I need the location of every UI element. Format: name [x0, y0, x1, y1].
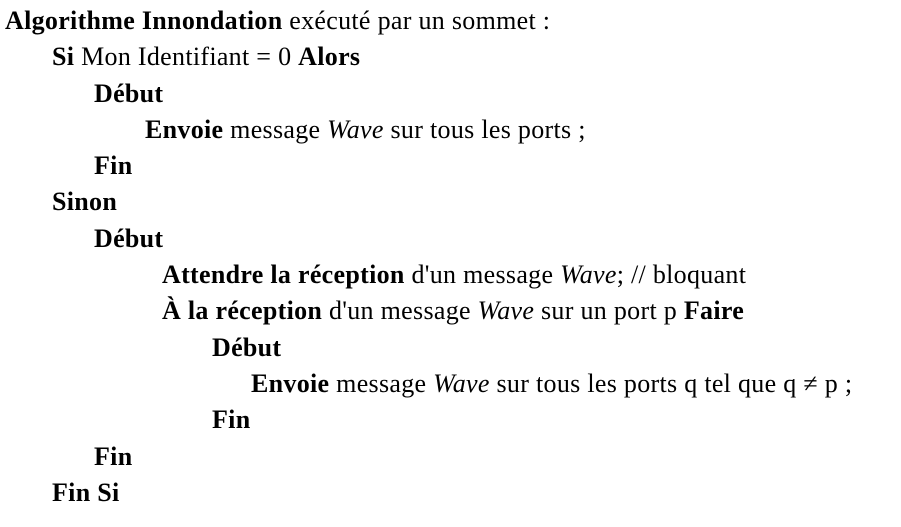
keyword: Si: [52, 42, 75, 72]
keyword: Fin: [94, 441, 133, 471]
line-debut-3: [0, 330, 901, 366]
message-name: Wave: [477, 296, 535, 326]
line-fin-3: [0, 439, 901, 475]
keyword: Attendre la réception: [162, 260, 405, 290]
text: sur tous les ports ;: [383, 114, 586, 144]
keyword: Début: [94, 78, 164, 108]
comment-text: ; // bloquant: [616, 260, 747, 290]
keyword: Faire: [683, 296, 745, 326]
text: message: [329, 368, 434, 398]
message-name: Wave: [327, 114, 384, 144]
line-debut-1: [0, 76, 901, 112]
text: d'un message: [404, 260, 561, 290]
keyword: Début: [94, 223, 164, 253]
keyword: Algorithme Innondation: [5, 6, 283, 35]
keyword: Fin: [212, 405, 251, 435]
line-attendre-reception: [0, 257, 901, 293]
line-si-condition: [0, 39, 901, 75]
text: message: [223, 114, 328, 144]
text: Mon Identifiant = 0: [74, 42, 299, 72]
line-fin-2: [0, 402, 901, 438]
keyword: Sinon: [52, 187, 118, 217]
keyword: Fin Si: [52, 477, 120, 507]
line-algorithm-header: [0, 3, 901, 39]
line-a-la-reception: [0, 293, 901, 329]
keyword: Fin: [94, 151, 133, 181]
keyword: Alors: [298, 42, 361, 72]
keyword: Début: [212, 332, 282, 362]
text: sur tous les ports q tel que q ≠ p ;: [489, 368, 853, 398]
keyword: Envoie: [251, 368, 330, 398]
keyword: Envoie: [145, 114, 224, 144]
line-envoie-2: [0, 366, 901, 402]
line-fin-1: [0, 148, 901, 184]
text: sur un port p: [534, 296, 684, 326]
message-name: Wave: [433, 368, 490, 398]
line-sinon: [0, 184, 901, 220]
keyword: À la réception: [162, 296, 323, 326]
line-fin-si: [0, 475, 901, 511]
text: exécuté par un sommet :: [282, 6, 551, 35]
message-name: Wave: [560, 260, 617, 290]
line-debut-2: [0, 221, 901, 257]
line-envoie-1: [0, 112, 901, 148]
text: d'un message: [322, 296, 478, 326]
